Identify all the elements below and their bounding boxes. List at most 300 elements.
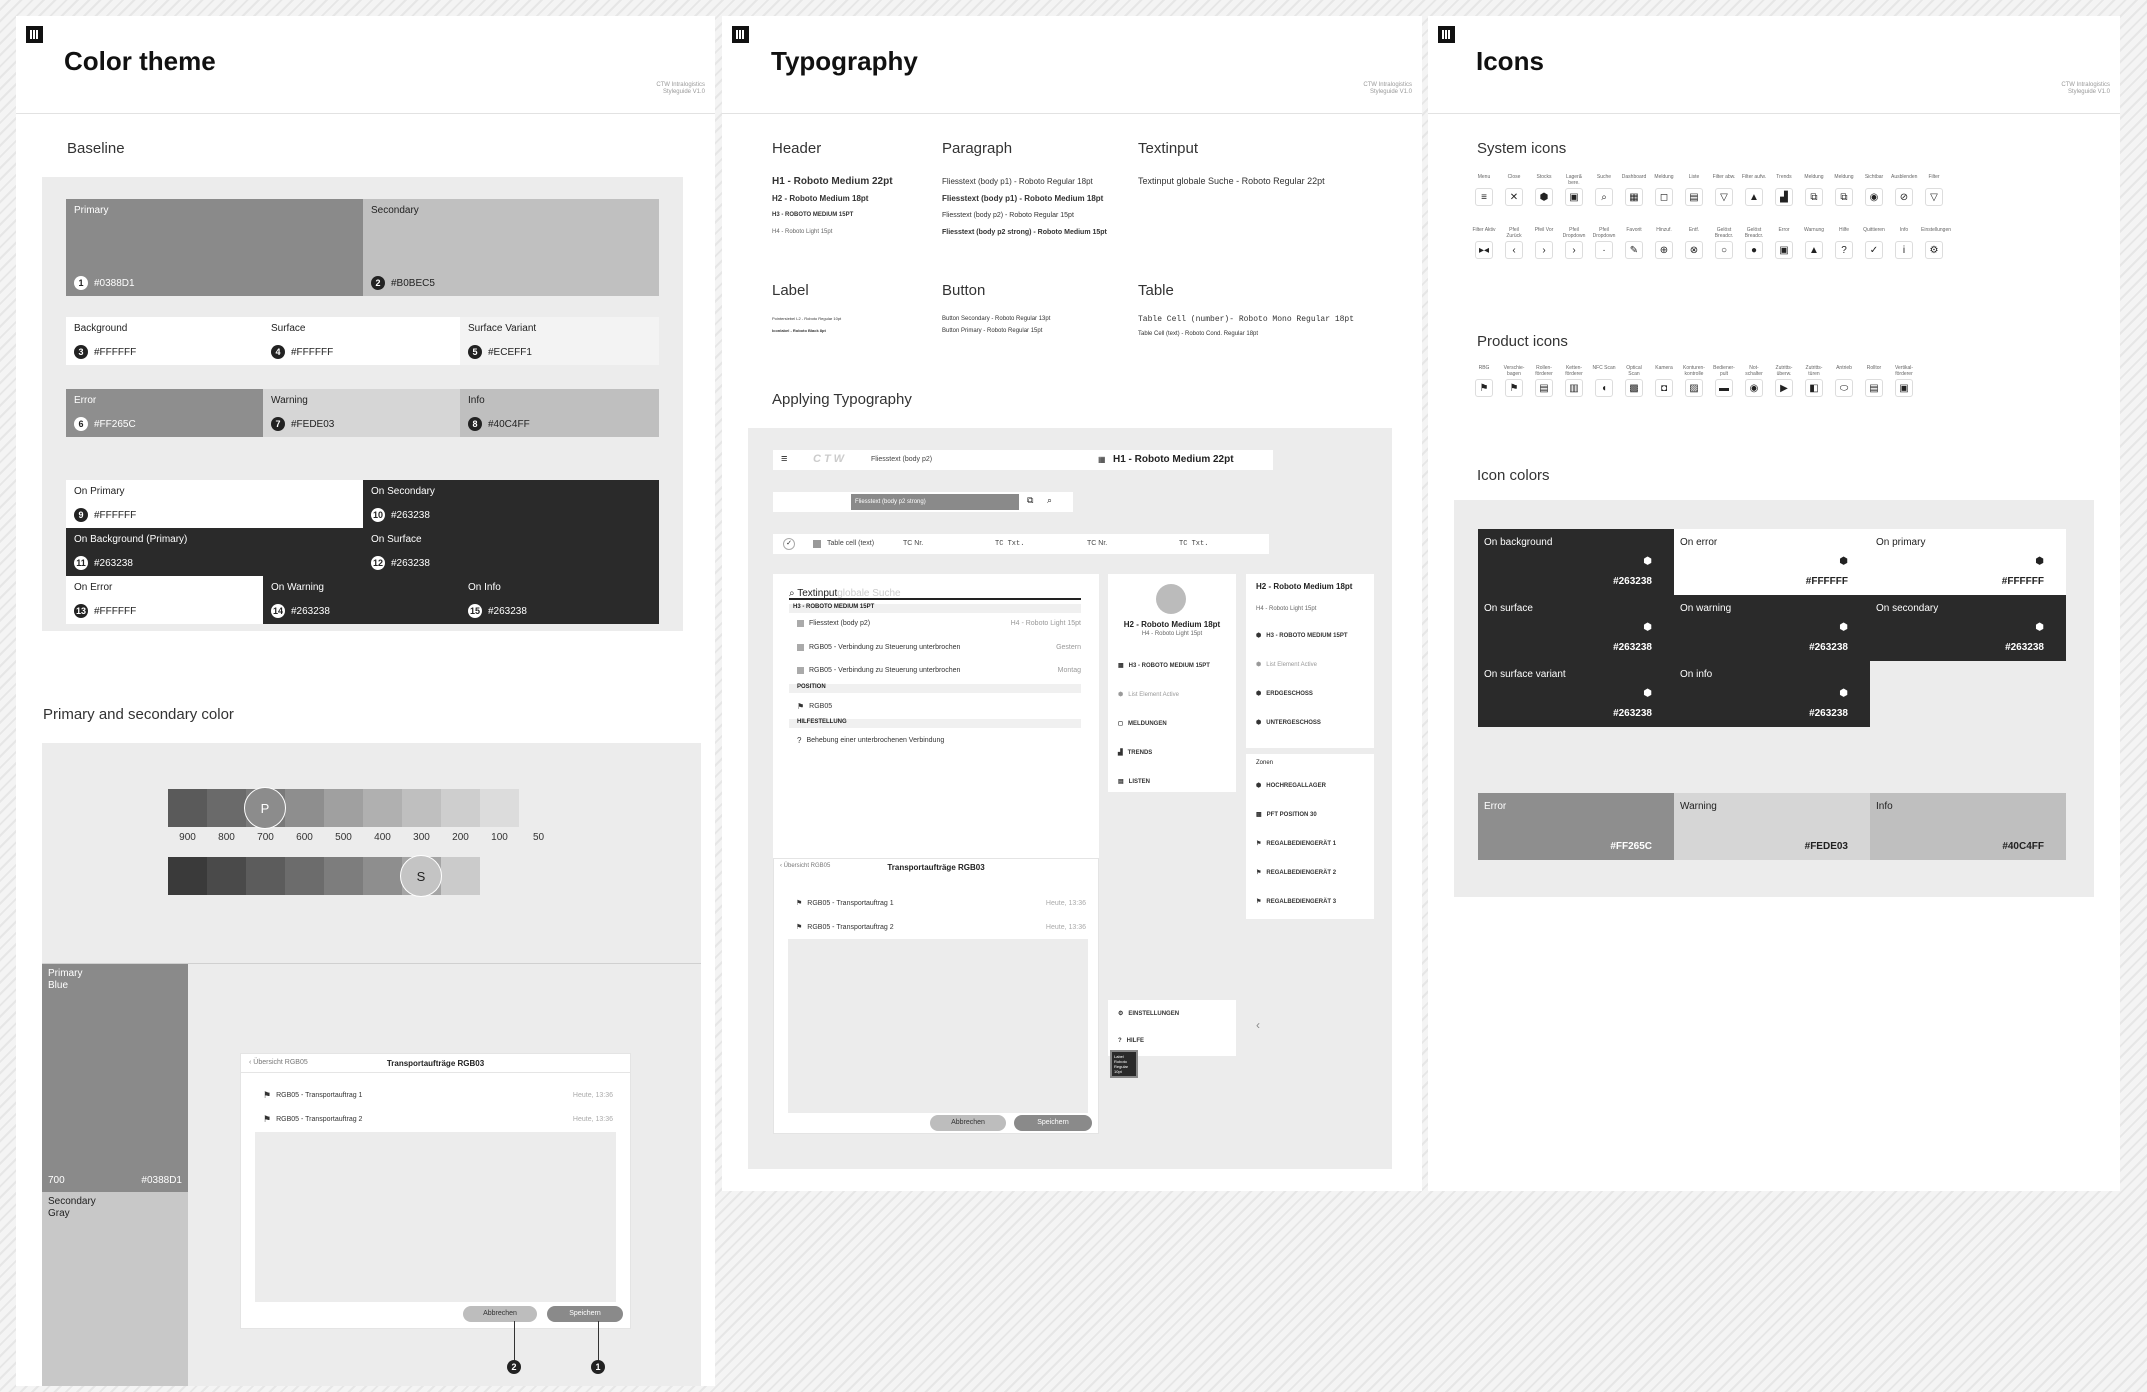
icon-glyph-icon: ⬭	[1835, 379, 1853, 397]
swatch-name: On secondary	[1876, 603, 1939, 614]
swatch-hex: #263238	[94, 557, 133, 569]
item-meta: H4 - Roboto Light 15pt	[1010, 620, 1081, 627]
help-icon: ?	[797, 736, 802, 745]
stock-icon: ⬢	[1256, 633, 1262, 639]
section-title: Baseline	[67, 140, 125, 157]
swatch-hex: #FFFFFF	[1805, 576, 1848, 587]
swatch-value	[271, 417, 334, 431]
swatch-hex: #FFFFFF	[291, 346, 334, 358]
icon-label: Kamera	[1655, 365, 1673, 371]
user-name: H2 - Roboto Medium 18pt	[1123, 620, 1221, 629]
icon-label: Pfeil Zurück	[1506, 227, 1522, 239]
filter-field[interactable]: Fliesstext (body p2 strong)	[851, 494, 1019, 510]
nav-item[interactable]	[1118, 778, 1150, 785]
sample-p1-medium: Fliesstext (body p1) - Roboto Medium 18pt	[942, 194, 1104, 203]
nav-item[interactable]	[1118, 749, 1152, 756]
label-tag: Label Roboto Regular 10pt	[1110, 1050, 1138, 1078]
stock-icon: ⬢	[1256, 662, 1262, 668]
primary-marker: P	[244, 787, 286, 829]
swatch-name: Surface	[271, 323, 306, 334]
system-icon-item	[1865, 227, 1883, 259]
panel-header	[1428, 16, 2120, 114]
icon-label: Rolltor	[1866, 365, 1882, 371]
primary-shade-200	[441, 789, 480, 827]
swatch-on-surface	[363, 528, 659, 576]
icon-label: Liste	[1688, 174, 1700, 180]
sample-table-number: Table Cell (number)- Roboto Mono Regular 18pt	[1138, 315, 1355, 324]
stock-icon: ⬢	[1839, 688, 1848, 699]
zone-item[interactable]	[1256, 811, 1317, 818]
flag-icon: ⚑	[1256, 870, 1262, 876]
chevron-left-icon[interactable]: ‹	[1256, 1018, 1260, 1032]
swatch-hex: #263238	[488, 605, 527, 617]
list-item[interactable]	[797, 644, 1081, 651]
swatch-hex: #0388D1	[94, 277, 135, 289]
icon-label: Not-schalter	[1745, 365, 1763, 377]
system-icon-item	[1835, 227, 1853, 259]
save-button[interactable]: Speichern	[1014, 1115, 1092, 1131]
swatch-name: On error	[1680, 537, 1718, 548]
panel-header	[16, 16, 715, 114]
swatch-value	[74, 276, 135, 290]
ctw-logo-icon	[26, 26, 43, 43]
primary-shade-900	[168, 789, 207, 827]
icon-label: Dashboard	[1621, 174, 1647, 180]
system-icon-item	[1775, 174, 1793, 206]
primary-blue-hex: #0388D1	[141, 1175, 182, 1186]
flag-icon: ⚑	[263, 1090, 272, 1100]
swatch-warning	[263, 389, 460, 437]
button-samples	[942, 313, 1050, 337]
system-icon-item	[1685, 365, 1703, 397]
system-icon-item	[1891, 174, 1918, 206]
ctw-logo-icon	[732, 26, 749, 43]
swatch-hex: #263238	[291, 605, 330, 617]
icon-colors-board	[1454, 500, 2094, 897]
swatch-surface	[263, 317, 460, 365]
swatch-number: 10	[372, 510, 383, 520]
system-icon-item	[1565, 174, 1583, 206]
system-icon-item	[1505, 365, 1523, 397]
icon-glyph-icon: ▟	[1775, 188, 1793, 206]
system-icon-item	[1505, 174, 1523, 206]
icon-label: Pfeil Dropdown	[1562, 227, 1586, 239]
swatch-error	[66, 389, 263, 437]
swatch-number: 9	[74, 508, 88, 522]
icon-glyph-icon: ✓	[1865, 241, 1883, 259]
list-item[interactable]	[797, 620, 1081, 627]
stock-icon: ⬢	[1256, 783, 1262, 789]
swatch-value	[468, 417, 530, 431]
swatch-hex: #FF265C	[94, 418, 136, 430]
swatch-name: Info	[1876, 801, 1893, 812]
swatch-name: Info	[468, 395, 485, 406]
back-link[interactable]: ‹ Übersicht RGB05	[780, 863, 831, 869]
row-label: RGB05 - Transportauftrag 2	[807, 923, 894, 931]
nav-label: List Element Active	[1266, 661, 1317, 668]
search-panel	[773, 574, 1099, 858]
nav-item[interactable]	[1256, 632, 1347, 639]
icon-label: Hilfe	[1838, 227, 1849, 233]
system-icon-item	[1595, 174, 1613, 206]
search-icon: ⌕	[789, 588, 798, 599]
nav-label: H3 - ROBOTO MEDIUM 15PT	[1128, 662, 1210, 669]
sample-h2: H2 - Roboto Medium 18pt	[772, 194, 869, 203]
icon-glyph-icon: ⚑	[1505, 379, 1523, 397]
zone-item[interactable]	[1256, 898, 1336, 905]
flag-icon: ⚑	[796, 900, 803, 907]
icon-glyph-icon: ‹	[1505, 241, 1523, 259]
swatch-number: 5	[468, 345, 482, 359]
icon-color-grid	[1478, 529, 2067, 729]
icon-label: Ketten-förderer	[1565, 365, 1583, 377]
cell-text: Table cell (text)	[827, 540, 875, 547]
cell-text: TC Txt.	[995, 540, 1025, 548]
mock-back-link[interactable]: ‹ Übersicht RGB05	[249, 1059, 308, 1066]
section-title: Label	[772, 282, 809, 299]
swatch-hex: #FEDE03	[1804, 841, 1848, 852]
sample-iconlabel: Iconlabel - Roboto Black 8pt	[772, 328, 826, 333]
nav-item[interactable]	[1256, 690, 1313, 697]
save-button[interactable]: Speichern	[547, 1306, 623, 1322]
swatch-name: On Background (Primary)	[74, 534, 188, 545]
system-icon-item	[1625, 365, 1643, 397]
page-meta	[656, 82, 705, 96]
scale-label: 300	[413, 832, 430, 843]
scale-labels	[168, 832, 558, 843]
swatch-hex: #40C4FF	[488, 418, 530, 430]
sample-p1: Fliesstext (body p1) - Roboto Regular 18pt	[942, 177, 1093, 186]
nav-item-active[interactable]	[1118, 691, 1179, 698]
secondary-scale	[168, 857, 480, 895]
stock-icon: ⬢	[1643, 556, 1652, 567]
nav-label: HILFE	[1126, 1038, 1145, 1044]
icon-glyph-icon: ◧	[1805, 379, 1823, 397]
list-item[interactable]	[796, 923, 1086, 931]
icon-label: Verschie-bagen	[1503, 365, 1525, 377]
list-header: POSITION	[789, 684, 1081, 693]
swatch-name: On Error	[74, 582, 113, 593]
icons-panel	[1428, 16, 2120, 1191]
icon-glyph-icon: ▥	[1565, 379, 1583, 397]
system-icon-item	[1715, 365, 1733, 397]
icon-label: Pfeil Vor	[1534, 227, 1554, 233]
system-icon-item	[1565, 365, 1583, 397]
swatch-hex: #263238	[391, 509, 430, 521]
section-title: System icons	[1477, 140, 1567, 157]
icon-glyph-icon: ▦	[1625, 188, 1643, 206]
row-time: Heute, 13:36	[1045, 923, 1086, 931]
callout-line	[598, 1321, 599, 1361]
system-icon-item	[1805, 365, 1823, 397]
mock-dialog	[240, 1053, 631, 1329]
divider	[241, 1072, 630, 1073]
swatch-number: 13	[75, 606, 86, 616]
system-icon-item	[1655, 174, 1673, 206]
icon-glyph-icon: ⊕	[1655, 241, 1673, 259]
icon-glyph-icon: ⊗	[1685, 241, 1703, 259]
sample-table-text: Table Cell (text) - Roboto Cond. Regular 18pt	[1138, 331, 1259, 337]
item-label: RGB05 - Verbindung zu Steuerung unterbrochen	[809, 644, 961, 651]
search-icon[interactable]: ⌕	[1047, 495, 1053, 505]
secondary-marker: S	[400, 855, 442, 897]
stock-icon: ⬢	[1643, 622, 1652, 633]
icon-glyph-icon: ▸◂	[1475, 241, 1493, 259]
ctw-logo-icon	[1438, 26, 1455, 43]
system-icons-row-2	[1472, 227, 1952, 259]
nav-label: ERDGESCHOSS	[1266, 690, 1313, 697]
cell-number: TC Nr.	[1087, 540, 1108, 547]
page-meta	[2061, 82, 2110, 96]
window-icon[interactable]: ⧉	[1027, 495, 1034, 505]
list-item[interactable]	[797, 736, 944, 745]
flag-icon: ⚑	[263, 1114, 272, 1124]
list-item[interactable]	[797, 702, 832, 711]
secondary-shade-600	[285, 857, 324, 895]
icon-glyph-icon: ▩	[1625, 379, 1643, 397]
system-icon-item	[1535, 227, 1553, 259]
system-icon-item	[1921, 227, 1952, 259]
icon-color-swatch	[1674, 661, 1870, 727]
system-icon-item	[1685, 227, 1703, 259]
icon-label: Favorit	[1626, 227, 1642, 233]
icon-label: Zutritts-überw.	[1775, 365, 1793, 377]
search-value: Textinput	[797, 588, 838, 599]
sample-textinput: Textinput globale Suche - Roboto Regular 22pt	[1138, 176, 1325, 186]
icon-glyph-icon: ◉	[1865, 188, 1883, 206]
row-label: RGB05 - Transportauftrag 1	[276, 1092, 363, 1099]
swatch-secondary	[363, 199, 659, 296]
icon-glyph-icon: ▲	[1745, 188, 1763, 206]
zone-item[interactable]	[1256, 782, 1326, 789]
swatch-value	[74, 604, 136, 618]
zone-item[interactable]	[1256, 869, 1336, 876]
swatch-name: On Surface	[371, 534, 422, 545]
swatch-primary	[66, 199, 363, 296]
icon-label: Quittieren	[1863, 227, 1885, 233]
cancel-button[interactable]: Abbrechen	[930, 1115, 1006, 1131]
nav-item[interactable]	[1256, 719, 1321, 726]
nav-label: TRENDS	[1127, 749, 1153, 756]
icon-label: Close	[1507, 174, 1521, 180]
sample-h3: H3 - ROBOTO MEDIUM 15PT	[772, 212, 854, 218]
section-title: Paragraph	[942, 140, 1013, 157]
meta-line: Styleguide V1.0	[1369, 89, 1412, 95]
app-mockup-board	[748, 428, 1392, 1169]
swatch-hex: #FFFFFF	[94, 346, 137, 358]
swatch-number: 4	[271, 345, 285, 359]
system-icon-item	[1745, 227, 1763, 259]
nav-item-active[interactable]	[1256, 661, 1317, 668]
stock-icon: ⬢	[1256, 691, 1262, 697]
scale-label: 50	[532, 832, 545, 843]
icon-glyph-icon: ?	[1835, 241, 1853, 259]
section-title: Textinput	[1138, 140, 1199, 157]
list-item[interactable]	[263, 1090, 613, 1101]
user-role: H4 - Roboto Light 15pt	[1141, 631, 1203, 637]
icon-glyph-icon: i	[1895, 241, 1913, 259]
stock-icon: ⬢	[2035, 556, 2044, 567]
page-title: Color theme	[64, 46, 216, 76]
nav-item[interactable]	[1118, 662, 1210, 669]
icon-label: Gelöst Breadcr.	[1744, 227, 1764, 239]
swatch-number: 11	[74, 556, 88, 570]
swatch-name: On surface variant	[1484, 669, 1566, 680]
system-icon-item	[1621, 174, 1647, 206]
row-time: Heute, 13:36	[572, 1092, 613, 1099]
nav-label: LISTEN	[1128, 778, 1151, 785]
primary-scale	[168, 789, 558, 827]
row-label: RGB05 - Transportauftrag 2	[276, 1116, 363, 1123]
meta-line: Styleguide V1.0	[2067, 89, 2110, 95]
icon-glyph-icon: ›	[1535, 241, 1553, 259]
page-meta	[1363, 82, 1412, 96]
icon-glyph-icon: ▲	[1805, 241, 1823, 259]
swatch-value	[271, 604, 330, 618]
section-title: Icon colors	[1477, 467, 1550, 484]
callout-line	[514, 1321, 515, 1361]
icon-color-swatch	[1870, 595, 2066, 661]
list-item[interactable]	[796, 899, 1086, 907]
swatch-name: Secondary	[371, 205, 419, 216]
swatch-name: On Secondary	[371, 486, 435, 497]
primary-blue-shade: 700	[48, 1175, 65, 1186]
scale-label: 500	[335, 832, 352, 843]
system-icon-item	[1835, 174, 1853, 206]
swatch-name: Warning	[1680, 801, 1717, 812]
swatch-on-error	[66, 576, 263, 624]
icon-glyph-icon: ●	[1745, 241, 1763, 259]
nav-item[interactable]	[1118, 1038, 1144, 1044]
sample-label: Pointersiebel L2 - Roboto Regular 10pt	[772, 316, 842, 321]
swatch-value	[74, 508, 136, 522]
system-icon-item	[1741, 174, 1767, 206]
icon-glyph-icon: ▣	[1775, 241, 1793, 259]
dashboard-icon: ▦	[1118, 663, 1124, 669]
system-icon-item	[1475, 174, 1493, 206]
icon-color-swatch	[1478, 529, 1674, 595]
sample-h4: H4 - Roboto Light 15pt	[772, 229, 833, 235]
status-color-grid	[1478, 793, 2067, 860]
scan-icon: ▩	[1256, 812, 1262, 818]
icon-glyph-icon: ⚑	[1475, 379, 1493, 397]
swatch-number: 7	[271, 417, 285, 431]
icon-color-swatch	[1478, 793, 1674, 860]
dialog-title: Transportaufträge RGB03	[887, 863, 985, 872]
check-icon[interactable]: ✓	[783, 538, 795, 550]
icon-label: Entf.	[1688, 227, 1700, 233]
icon-glyph-icon: ▬	[1715, 379, 1733, 397]
header-samples	[772, 173, 893, 241]
swatch-hex: #FFFFFF	[94, 509, 137, 521]
table-row[interactable]	[773, 534, 1269, 554]
icon-glyph-icon: ▤	[1535, 379, 1553, 397]
nav-label: EINSTELLUNGEN	[1128, 1010, 1180, 1017]
baseline-board	[42, 177, 683, 631]
swatch-name: On Primary	[74, 486, 125, 497]
system-icon-item	[1925, 174, 1943, 206]
swatch-value	[371, 508, 430, 522]
cell-text: TC Txt.	[1179, 540, 1209, 548]
icon-label: Menu	[1477, 174, 1491, 180]
primary-shade-500	[324, 789, 363, 827]
panel-header	[722, 16, 1422, 114]
swatch-hex: #FFFFFF	[94, 605, 137, 617]
system-icon-item	[1592, 365, 1616, 397]
list-item[interactable]	[263, 1114, 613, 1125]
swatch-name: Background	[74, 323, 128, 334]
icon-glyph-icon: ›	[1565, 241, 1583, 259]
swatch-info	[460, 389, 659, 437]
primary-shade-700	[246, 789, 285, 827]
zone-item[interactable]	[1256, 840, 1336, 847]
icon-glyph-icon: ≡	[1475, 188, 1493, 206]
scale-label: 600	[296, 832, 313, 843]
secondary-gray-label: Secondary Gray	[48, 1196, 96, 1219]
right-title: H2 - Roboto Medium 18pt	[1256, 582, 1353, 591]
list-header: HILFESTELLUNG	[789, 719, 1081, 728]
table-samples	[1138, 313, 1354, 341]
zone-label: HOCHREGALLAGER	[1266, 782, 1326, 789]
list-item[interactable]	[797, 667, 1081, 674]
nav-label: H3 - ROBOTO MEDIUM 15PT	[1266, 632, 1348, 639]
icon-glyph-icon: ⌕	[1595, 188, 1613, 206]
menu-icon[interactable]: ≡	[781, 453, 788, 465]
meta-line: CTW Intralogistics	[1363, 82, 1412, 88]
search-input[interactable]	[789, 588, 1081, 600]
primary-shade-100	[480, 789, 519, 827]
swatch-name: Error	[1484, 801, 1507, 812]
icon-label: Filter abw.	[1712, 174, 1736, 180]
cancel-button[interactable]: Abbrechen	[463, 1306, 537, 1322]
icon-glyph-icon: ⊘	[1895, 188, 1913, 206]
content-area	[788, 939, 1088, 1113]
item-icon	[797, 667, 804, 674]
back-label: Übersicht RGB05	[253, 1059, 308, 1066]
icon-label: Info	[1899, 227, 1909, 233]
swatch-background	[66, 317, 263, 365]
item-meta: Gestern	[1056, 644, 1081, 651]
content-area	[255, 1132, 616, 1302]
item-meta: Montag	[1057, 667, 1081, 674]
primary-shade-50	[519, 789, 558, 827]
icon-glyph-icon: ✕	[1505, 188, 1523, 206]
filter-bar	[773, 492, 1073, 512]
icon-glyph-icon: ▨	[1685, 379, 1703, 397]
icon-label: Filter Aktiv	[1472, 227, 1496, 233]
icon-glyph-icon: ▣	[1895, 379, 1913, 397]
icon-color-swatch	[1870, 793, 2066, 860]
nav-item[interactable]	[1118, 720, 1167, 727]
flag-icon: ⚑	[796, 924, 803, 931]
swatch-value	[271, 345, 333, 359]
swatch-number: 2	[371, 276, 385, 290]
flag-icon: ⚑	[1256, 899, 1262, 905]
swatch-name: Error	[74, 395, 97, 406]
sample-p2-strong: Fliesstext (body p2 strong) - Roboto Medium 15pt	[942, 229, 1107, 236]
nav-item[interactable]	[1118, 1010, 1179, 1017]
zone-label: REGALBEDIENGERÄT 3	[1266, 898, 1337, 905]
item-label: RGB05 - Verbindung zu Steuerung unterbrochen	[809, 667, 961, 674]
swatch-hex: #FEDE03	[291, 418, 335, 430]
icon-glyph-icon: ▶	[1775, 379, 1793, 397]
row-time: Heute, 13:36	[572, 1116, 613, 1123]
icon-label: Lager& bere.	[1565, 174, 1583, 186]
system-icon-item	[1805, 174, 1823, 206]
scale-label: 700	[257, 832, 274, 843]
swatch-hex: #263238	[2005, 642, 2044, 653]
icon-color-swatch	[1674, 793, 1870, 860]
